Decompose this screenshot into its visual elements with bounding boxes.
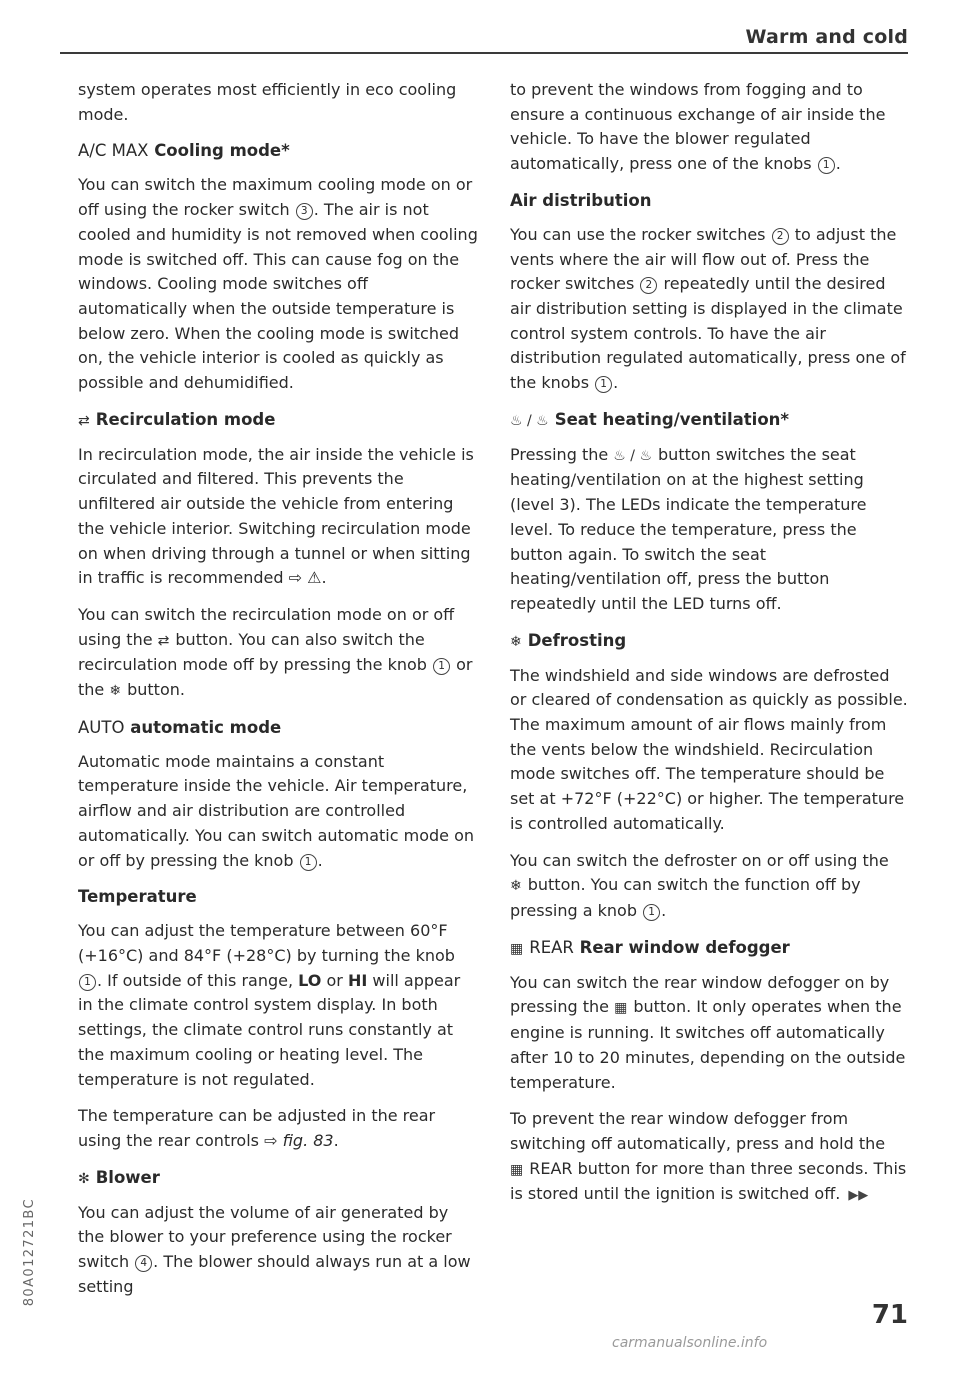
- continue-arrow-icon: ▶▶: [848, 1188, 869, 1204]
- document-code-text: 80A012721BC: [22, 1198, 37, 1307]
- text: Pressing the: [510, 444, 609, 464]
- rear-defogger-icon: ▦: [510, 1161, 524, 1178]
- heading-automatic-mode: [78, 716, 478, 740]
- text: to adjust the vents where the air will flow out of. Press the rocker switches: [510, 224, 897, 294]
- text: The temperature can be adjusted in the rear using the rear controls ⇨: [78, 1106, 436, 1150]
- paragraph-blower: [78, 1201, 478, 1300]
- paragraph-defrosting-2: You can switch the defroster on or off using the ❄ button. You can switch the function off by pressing a knob 1 .: [510, 850, 889, 920]
- rear-label: REAR: [529, 1158, 573, 1178]
- heading-text: Defrosting: [527, 630, 627, 650]
- blower-icon: ✻: [78, 1170, 90, 1187]
- heading-cooling-mode: [78, 139, 478, 163]
- rear-defogger-icon: ▦: [510, 940, 524, 957]
- text: button for more than three seconds. This is stored until the ignition is switched off.: [510, 1158, 907, 1204]
- callout-number: 1: [595, 376, 612, 393]
- heading-text: Cooling mode*: [154, 141, 290, 161]
- defrost-max-icon: ❄: [109, 683, 122, 700]
- callout-number: 1: [433, 658, 450, 675]
- text: button. It only operates when the engine is running. It switches off automatically after 10 to 20 minutes, depending on the outside temperature.: [510, 997, 906, 1092]
- document-code: [14, 1198, 37, 1378]
- text: will appear in the climate control system display. In both settings, the climate control runs constantly at the maximum cooling or heating level. The temperature is not regulated.: [78, 970, 461, 1089]
- text: You can switch the defroster on or off using the: [510, 850, 889, 870]
- paragraph-recirculation: In recirculation mode, the air inside the vehicle is circulated and filtered. This prevents the unfiltered air outside the vehicle from entering the vehicle interior. Switching recirculation mode on when driving through a tunnel or when sitting in traffic is recommended ⇨ ⚠.: [78, 444, 474, 588]
- callout-number: 2: [640, 277, 657, 294]
- heading-seat-heating: [510, 408, 910, 433]
- heading-blower: [78, 1166, 478, 1191]
- text: repeatedly until the desired air distribution setting is displayed in the climate control system controls. To have the air distribution regulated automatically, press one of the knobs: [510, 274, 906, 393]
- text: or: [326, 970, 343, 990]
- paragraph-rear-defogger: [510, 971, 910, 1096]
- text: You can switch the recirculation mode on or off using the: [78, 604, 455, 649]
- lo-label: LO: [298, 970, 322, 990]
- callout-number: 1: [300, 854, 317, 871]
- page-number: 71: [871, 1300, 908, 1330]
- callout-number: 1: [79, 974, 96, 991]
- text: . If outside of this range,: [97, 970, 294, 990]
- text: You can use the rocker switches: [510, 224, 766, 244]
- text: button. You can also switch the recirculation mode off by pressing the knob: [78, 629, 427, 675]
- seat-heat-icon: ♨ / ♨: [510, 412, 549, 429]
- section-header: Warm and cold: [745, 26, 908, 48]
- defrost-max-icon: ❄: [510, 878, 522, 895]
- seat-heat-icon: ♨ / ♨: [613, 447, 653, 464]
- paragraph-air-distribution: You can use the rocker switches 2 to adjust the vents where the air will flow out of. Press the rocker switches 2 repeatedly until the desired air distribution setting is displayed in the climate control system controls. To have the air distribution regulated automatically, press one of the knobs 1 .: [510, 224, 906, 393]
- text: Automatic mode maintains a constant temperature inside the vehicle. Air temperature, airflow and air distribution are controlled automatically. You can switch automatic mode on or off by pressing the knob: [78, 751, 475, 870]
- watermark: carmanualsonline.info: [612, 1335, 768, 1351]
- heading-recirculation: [78, 408, 478, 433]
- defrost-max-icon: ❄: [510, 633, 522, 650]
- text: You can adjust the temperature between 60°F (+16°C) and 84°F (+28°C) by turning the knob: [78, 921, 455, 965]
- text: to prevent the windows from fogging and to ensure a continuous exchange of air inside the vehicle. To have the blower regulated automatically, press one of the knobs: [510, 80, 886, 174]
- heading-text: Rear window defogger: [579, 937, 790, 957]
- heading-rear-defogger: [510, 936, 910, 961]
- heading-prefix: AUTO: [78, 717, 125, 737]
- heading-text: Recirculation mode: [95, 409, 276, 429]
- callout-number: 4: [135, 1255, 152, 1272]
- paragraph-seat-heating: [510, 443, 910, 617]
- heading-prefix: REAR: [529, 937, 574, 957]
- heading-prefix: A/C MAX: [78, 141, 149, 161]
- text: button.: [127, 680, 185, 700]
- rear-defogger-icon: ▦: [614, 1000, 628, 1017]
- left-column: [78, 78, 478, 1311]
- header-divider: [60, 52, 908, 54]
- heading-defrosting: [510, 629, 910, 654]
- text: You can adjust the volume of air generated by the blower to your preference using the rocker switch: [78, 1202, 452, 1272]
- callout-number: 1: [643, 904, 660, 921]
- figure-link[interactable]: fig. 83: [282, 1130, 334, 1150]
- paragraph-rear-defogger-2: [510, 1107, 910, 1209]
- text: You can switch the rear window defogger on by pressing the: [510, 972, 890, 1017]
- heading-text: Seat heating/ventilation*: [554, 409, 790, 429]
- text: button. You can switch the function off by pressing a knob: [510, 875, 861, 920]
- heading-text: automatic mode: [130, 717, 282, 737]
- paragraph-recirculation-2: [78, 603, 478, 704]
- text: To prevent the rear window defogger from switching off automatically, press and hold the: [510, 1109, 886, 1153]
- paragraph-blower-cont: to prevent the windows from fogging and to ensure a continuous exchange of air inside the vehicle. To have the blower regulated automatically, press one of the knobs 1 .: [510, 80, 886, 174]
- text: . The air is not cooled and humidity is not removed when cooling mode is switched off. This can cause fog on the windows. Cooling mode switches off automatically when the outside temperature is below zero. When the cooling mode is switched on, the vehicle interior is cooled as quickly as possible and dehumidified.: [78, 200, 478, 393]
- text: . The blower should always run at a low setting: [78, 1252, 471, 1296]
- right-column: [510, 78, 910, 1221]
- callout-number: 1: [818, 157, 835, 174]
- paragraph-automatic: Automatic mode maintains a constant temperature inside the vehicle. Air temperature, airflow and air distribution are controlled automatically. You can switch automatic mode on or off by pressing the knob 1 .: [78, 751, 475, 870]
- callout-number: 2: [772, 228, 789, 245]
- recirculation-icon: ⇄: [157, 632, 170, 649]
- heading-text: Blower: [95, 1167, 160, 1187]
- hi-label: HI: [347, 970, 368, 990]
- paragraph-temperature: [78, 919, 478, 1092]
- text: button switches the seat heating/ventilation on at the highest setting (level 3). The LEDs indicate the temperature level. To reduce the temperature, press the button again. To switch the seat heating/ventilation off, press the button repeatedly until the LED turns off.: [510, 444, 867, 613]
- text: You can switch the maximum cooling mode on or off using the rocker switch: [78, 175, 473, 220]
- callout-number: 3: [296, 203, 313, 220]
- heading-temperature: Temperature: [78, 887, 197, 907]
- paragraph-temperature-rear: The temperature can be adjusted in the rear using the rear controls ⇨ fig. 83.: [78, 1106, 436, 1150]
- paragraph-intro: system operates most efficiently in eco cooling mode.: [78, 80, 457, 124]
- recirculation-icon: ⇄: [78, 412, 90, 429]
- heading-air-distribution: Air distribution: [510, 190, 652, 210]
- text: or the: [78, 655, 473, 700]
- paragraph-defrosting: The windshield and side windows are defrosted or cleared of condensation as quickly as possible. The maximum amount of air flows mainly from the vents below the windshield. Recirculation mode switches off. The temperature should be set at +72°F (+22°C) or higher. The temperature is controlled automatically.: [510, 665, 908, 833]
- paragraph-cooling: [78, 173, 478, 395]
